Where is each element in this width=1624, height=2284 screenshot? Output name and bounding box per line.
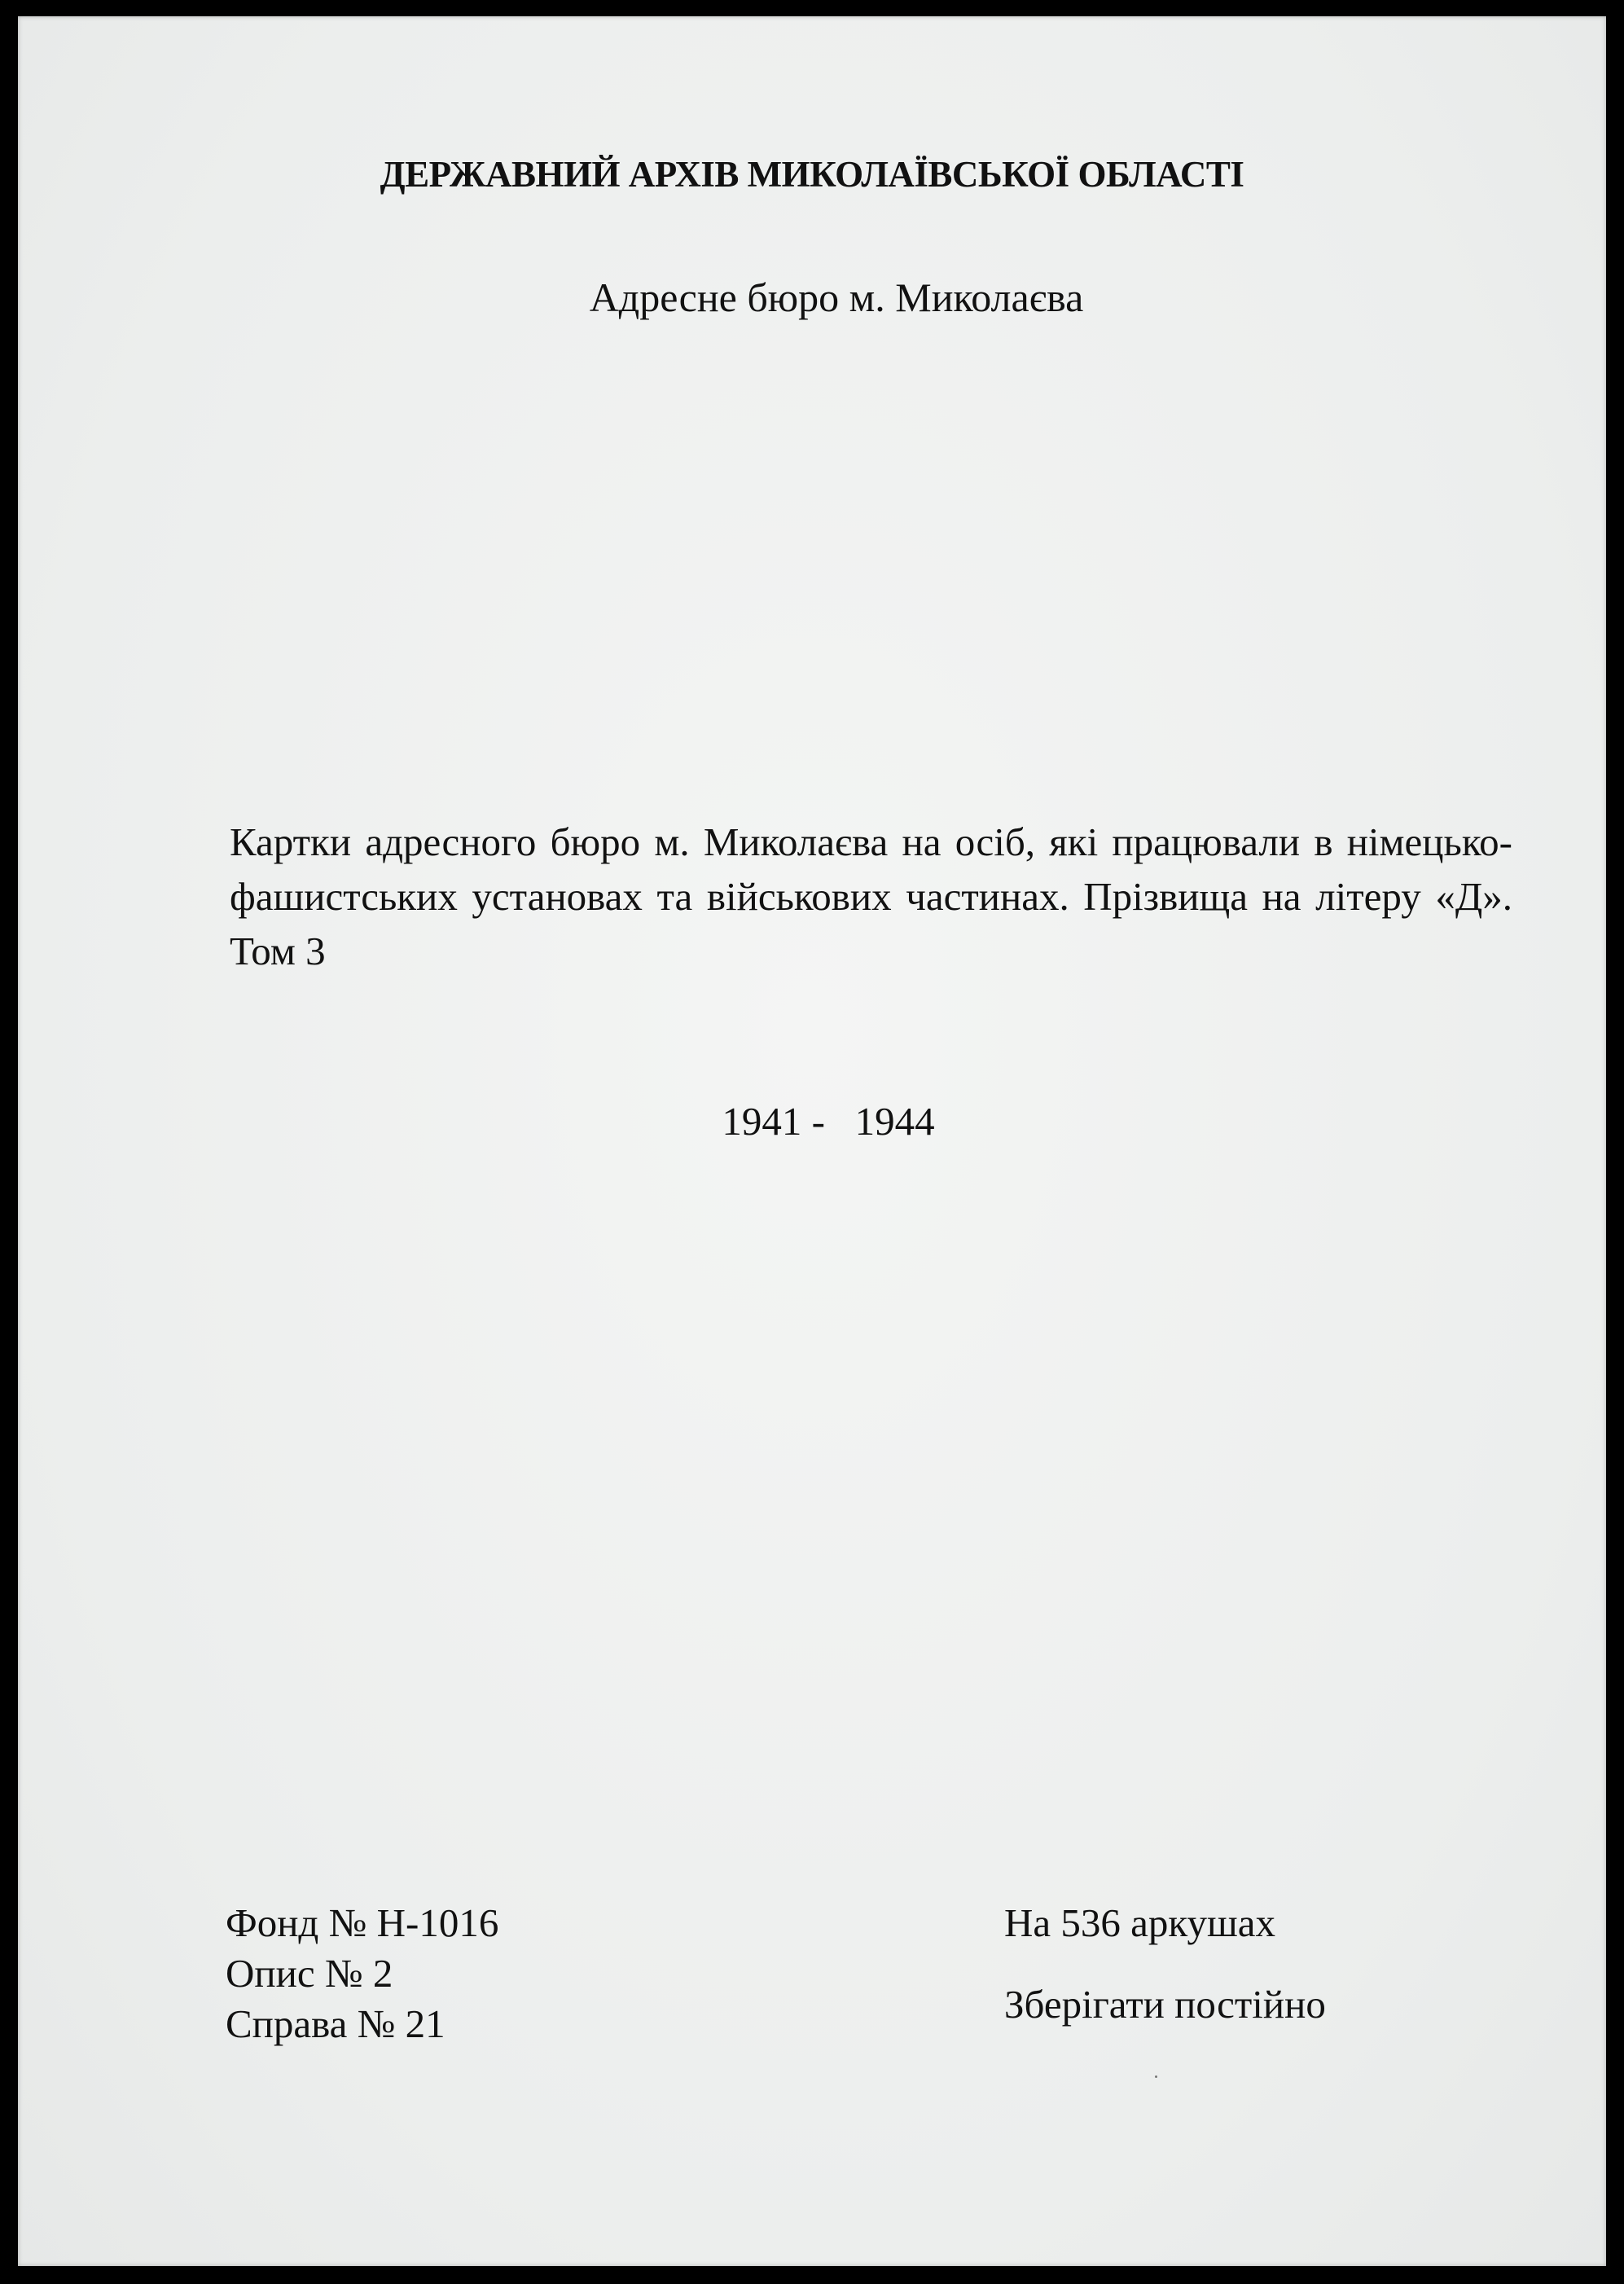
archive-title: ДЕРЖАВНИЙ АРХІВ МИКОЛАЇВСЬКОЇ ОБЛАСТІ — [380, 154, 1244, 195]
date-start: 1941 — [722, 1099, 802, 1144]
storage-info-block — [1004, 1898, 1326, 2030]
archive-reference-block — [226, 1898, 498, 2049]
fond-number: Фонд № Н-1016 — [226, 1900, 499, 1945]
address-bureau-subtitle: Адресне бюро м. Миколаєва — [589, 275, 1084, 320]
file-description: Картки адресного бюро м. Миколаєва на осіб, які працювали в німецько-фашистських установах та військових частинах. Прізвища на літеру «Д». Том 3 — [230, 819, 1512, 973]
retention-note: Зберігати постійно — [1004, 1982, 1326, 2027]
document-page — [18, 16, 1606, 2266]
sheet-count: На 536 аркушах — [1004, 1900, 1275, 1945]
date-separator: - — [801, 1099, 855, 1144]
date-end: 1944 — [854, 1099, 935, 1144]
opys-number: Опис № 2 — [226, 1951, 393, 1996]
paper-speck — [1155, 2075, 1157, 2078]
date-range — [18, 1098, 1606, 1144]
sprava-number: Справа № 21 — [226, 2001, 446, 2046]
